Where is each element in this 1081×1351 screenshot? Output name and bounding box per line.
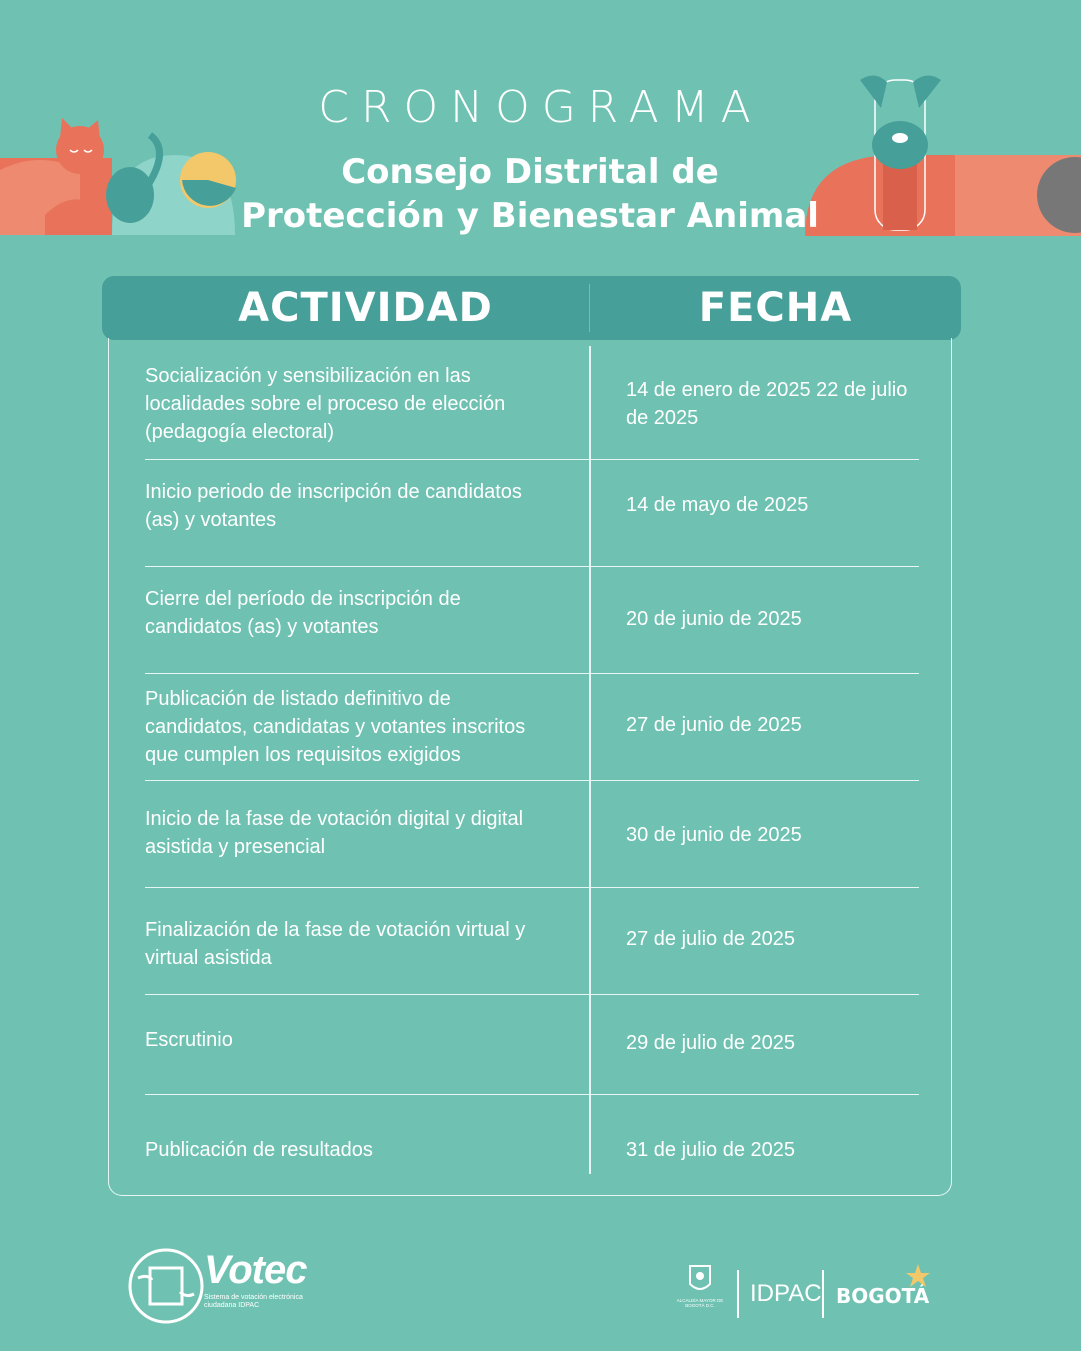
logo-divider [822,1270,824,1318]
institutional-logos [676,1262,936,1322]
date-cell: 14 de mayo de 2025 [626,494,809,516]
alcaldia-label: ALCALDÍA MAYOR DE BOGOTÁ D.C. [676,1298,724,1308]
table-row [145,995,919,1095]
activity-cell: Publicación de resultados [145,1139,373,1161]
table-row [145,674,919,781]
activity-cell: Finalización de la fase de votación virtual y virtual asistida [145,919,526,969]
date-cell: 30 de junio de 2025 [626,824,802,846]
table-row [145,567,919,674]
date-cell: 31 de julio de 2025 [626,1139,796,1161]
activity-cell: Socialización y sensibilización en las localidades sobre el proceso de elección (pedagogía electoral) [145,365,506,443]
votec-logo [128,1248,307,1329]
date-cell: 27 de julio de 2025 [626,928,796,950]
date-cell: 20 de junio de 2025 [626,608,802,630]
column-header-activity: ACTIVIDAD [238,285,493,331]
bogota-logo: BOGOTÁ [836,1284,930,1308]
column-header-date: FECHA [698,285,853,331]
activity-cell: Escrutinio [145,1029,233,1051]
idpac-logo: IDPAC [750,1280,822,1307]
table-row [145,346,919,460]
table-row [145,460,919,567]
schedule-table [108,338,952,1196]
activity-cell: Inicio de la fase de votación digital y digital asistida y presencial [145,808,524,858]
activity-cell: Publicación de listado definitivo de candidatos, candidatas y votantes inscritos que cumplen los requisitos exigidos [145,688,526,766]
coat-of-arms-icon [676,1262,724,1298]
date-cell: 27 de junio de 2025 [626,714,802,736]
votec-emblem-icon [128,1248,204,1324]
table-row [145,781,919,888]
votec-wordmark: Votec [204,1248,307,1292]
activity-cell: Inicio periodo de inscripción de candidatos (as) y votantes [145,481,522,531]
table-header [102,276,961,340]
votec-tagline: Sistema de votación electrónica ciudadana IDPAC [204,1294,303,1309]
activity-cell: Cierre del período de inscripción de candidatos (as) y votantes [145,588,461,638]
table-row [145,1095,919,1175]
logo-divider [737,1270,739,1318]
table-row [145,888,919,995]
page-title: Consejo Distrital de Protección y Bienestar Animal [241,152,819,236]
date-cell: 14 de enero de 2025 22 de julio de 2025 [626,379,908,429]
page-kicker: CRONOGRAMA [318,82,763,133]
star-icon [904,1262,932,1290]
date-cell: 29 de julio de 2025 [626,1032,796,1054]
header [0,0,1081,250]
